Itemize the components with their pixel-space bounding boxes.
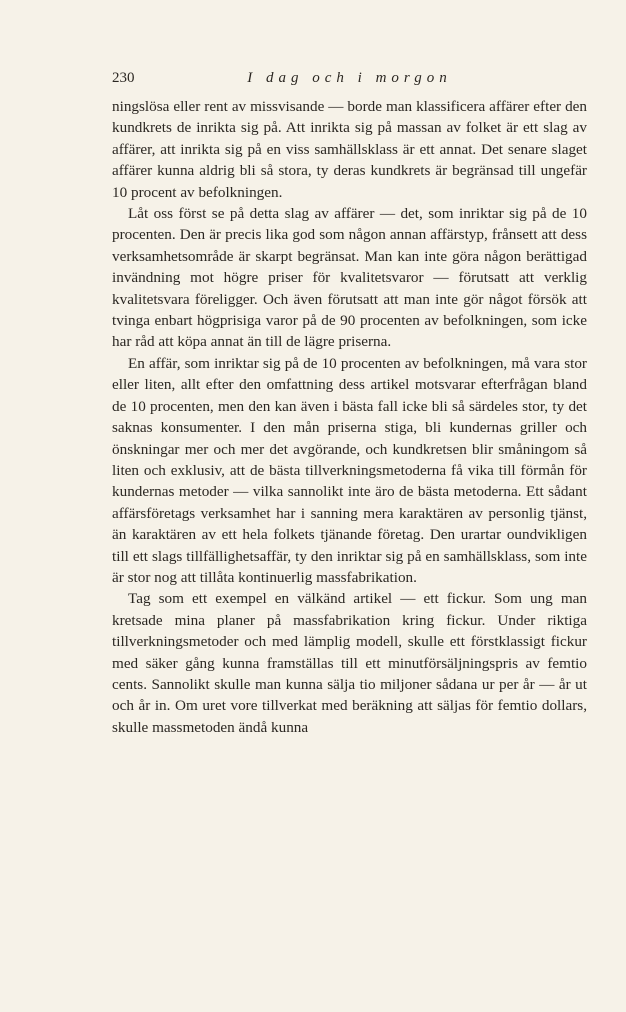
- paragraph: Tag som ett exempel en välkänd artikel — ett fickur. Som ung man kretsade mina planer på massfabrikation kring fickur. Under riktiga tillverkningsmetoder och med lämplig modell, skulle ett förstklassigt fickur med säker gång kunna framställas till ett minutförsäljningspris av femtio cents. Sannolikt skulle man kunna sälja tio miljoner sådana ur per år — år ut och år in. Om uret vore tillverkat med beräkning att säljas för femtio dollars, skulle massmetoden ändå kunna: [112, 590, 587, 736]
- running-title: I dag och i morgon: [247, 70, 452, 86]
- paragraph: En affär, som inriktar sig på de 10 procenten av befolkningen, må vara stor eller liten, allt efter den omfattning dess artikel motsvarar efterfrågan bland de 10 procenten, men den kan även i bästa fall icke bli så särdeles stor, ty det saknas konsumenter. I den mån priserna stiga, bli kundernas griller och önskningar mer och mer det avgörande, och kundkretsen blir småningom så liten och exklusiv, att de bästa tillverkningsmetoderna få vika till förmån för kundernas metoder — vilka sannolikt inte äro de bästa metoderna. Ett sådant affärsföretags verksamhet har i sanning mera karaktären av personlig tjänst, än karaktären av ett hela folkets tjänande företag. Den urartar oundvikligen till ett slags tillfällighetsaffär, ty den inriktar sig på en samhällsklass, som inte är stor nog att tillåta kontinuerlig massfabrikation.: [112, 354, 587, 586]
- paragraph: Låt oss först se på detta slag av affärer — det, som inriktar sig på de 10 procenten. Den är precis lika god som någon annan affärstyp, frånsett att dess verksamhetsområde är skarpt begränsat. Man kan inte göra någon berättigad invändning mot högre priser för kvalitetsvaror — förutsatt att verklig kvalitetsvara föreligger. Och även förutsatt att man inte gör något försök att tvinga enbart högprisiga varor på de 90 procenten av befolkningen, som icke har råd att köpa annat än till de lägre priserna.: [112, 205, 587, 351]
- paragraph-continuation: ningslösa eller rent av missvisande — borde man klassificera affärer efter den kundkrets de inrikta sig på. Att inrikta sig på massan av folket är ett slag av affärer, att inrikta sig på en viss samhällsklass är ett annat. Det senare slaget affärer kunna aldrig bli så stora, ty deras kundkrets är begränsad till ungefär 10 procent av befolkningen.: [112, 98, 587, 201]
- body-text: [112, 96, 587, 738]
- page-number: 230: [112, 70, 135, 86]
- page-header: [112, 70, 587, 92]
